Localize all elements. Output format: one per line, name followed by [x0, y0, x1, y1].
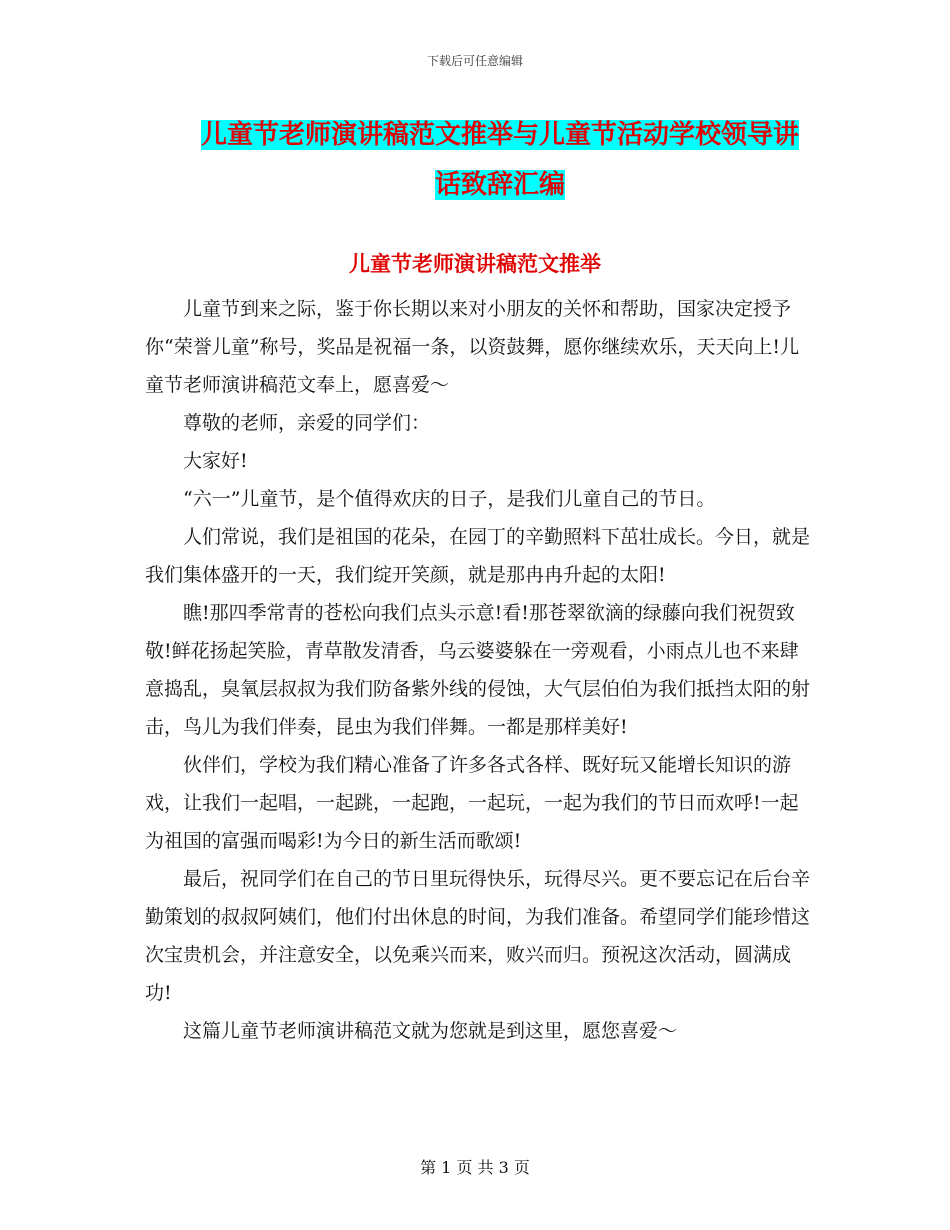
paragraph: 大家好! — [183, 450, 248, 472]
document-title-line-1: 儿童节老师演讲稿范文推举与儿童节活动学校领导讲 — [200, 120, 799, 150]
header-note: 下载后可任意编辑 — [426, 54, 523, 68]
document-title-line-2: 话致辞汇编 — [434, 170, 565, 200]
paragraph: 尊敬的老师，亲爱的同学们： — [183, 412, 431, 434]
paragraph: 这篇儿童节老师演讲稿范文就为您就是到这里，愿您喜爱～ — [183, 1020, 678, 1042]
paragraph: 人们常说，我们是祖国的花朵，在园丁的辛勤照料下茁壮成长。今日，就是我们集体盛开的一天，我们绽开笑颜，就是那冉冉升起的太阳! — [145, 526, 811, 586]
paragraph: 瞧!那四季常青的苍松向我们点头示意!看!那苍翠欲滴的绿藤向我们祝贺致敬!鲜花扬起笑脸，青草散发清香，乌云婆婆躲在一旁观看，小雨点儿也不来肆意捣乱，臭氧层叔叔为我们防备紫外线的侵蚀，大气层伯伯为我们抵挡太阳的射击，鸟儿为我们伴奏，昆虫为我们伴舞。一都是那样美好! — [145, 602, 811, 738]
document-title — [190, 110, 810, 210]
paragraph: 伙伴们，学校为我们精心准备了许多各式各样、既好玩又能增长知识的游戏，让我们一起唱，一起跳，一起跑，一起玩，一起为我们的节日而欢呼!一起为祖国的富强而喝彩!为今日的新生活而歌颂! — [145, 754, 799, 852]
section-title: 儿童节老师演讲稿范文推举 — [349, 252, 601, 276]
paragraph: 儿童节到来之际，鉴于你长期以来对小朋友的关怀和帮助，国家决定授予你“荣誉儿童”称号，奖品是祝福一条，以资鼓舞，愿你继续欢乐，天天向上!儿童节老师演讲稿范文奉上，愿喜爱～ — [145, 298, 800, 396]
page-number: 第 1 页 共 3 页 — [420, 1158, 530, 1177]
paragraph: “六一”儿童节，是个值得欢庆的日子，是我们儿童自己的节日。 — [183, 488, 716, 510]
paragraph: 最后，祝同学们在自己的节日里玩得快乐，玩得尽兴。更不要忘记在后台辛勤策划的叔叔阿姨们，他们付出休息的时间，为我们准备。希望同学们能珍惜这次宝贵机会，并注意安全，以免乘兴而来，败兴而归。预祝这次活动，圆满成功! — [145, 868, 811, 1004]
body-text — [145, 290, 810, 1050]
